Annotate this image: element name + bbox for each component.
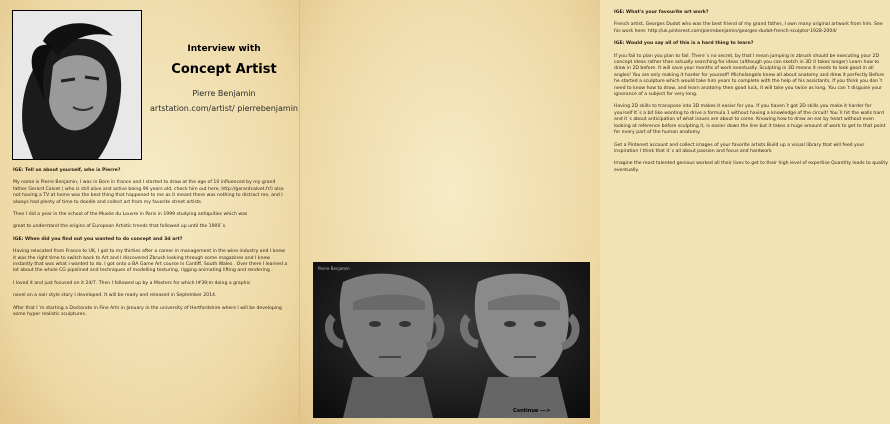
sculpture-render bbox=[313, 262, 590, 418]
left-article-text bbox=[13, 168, 289, 325]
answer-paragraph: novel on a noir style story I developed. It will be ready and released in September 2014. bbox=[13, 293, 217, 299]
portrait-illustration bbox=[13, 11, 141, 159]
interview-title: Interview with bbox=[187, 44, 261, 54]
concept-artist-heading: Concept Artist bbox=[171, 62, 277, 77]
sculpture-heads-illustration bbox=[313, 262, 590, 418]
answer-paragraph: My name is Pierre Benjamin, I was in Born in france and I started to draw at the age of 10 influenced by my grand father Gerard Calvet ( who is still alive and active being 90 years old, check him out here, http://gerardcalvet.fr/) also not having a TV at home was the best thing that happened to me as it meant there was nothing to distract me, and I always had plenty of time to doodle and collect art from my favorite street artists. bbox=[13, 180, 284, 205]
portrait-photo bbox=[12, 10, 142, 160]
answer-paragraph: Imagine the most talented genious worked all their lives to get to their high level of expertise Quantity leads to quality eventually. bbox=[614, 161, 888, 173]
answer-paragraph: Having relocated from France to UK, I got to my thirties after a career in management in the wine industry and I knew it was the right time to switch back to Art and I discovered Zbrush looking through some magazines and I knew instantly that was what I wanted to do. I got onto a BA Game Art course in Cardiff, South Wales . Over there I learned a lot about the whole CG pipelined and techniques of modelling texturing, rigging animating lifting and rendering . bbox=[13, 249, 288, 274]
question-heading: IGE: When did you find out you wanted to do concept and 3d art? bbox=[13, 236, 183, 242]
answer-paragraph: After that I´m starting a Doctorate in Fine Arts in January in the university of Hertfordshire where I will be developing some hyper realistic sculptures. bbox=[13, 305, 282, 318]
question-heading: IGE: Tell us about yourself, who is Pierre? bbox=[13, 168, 121, 173]
answer-paragraph: Having 2D skills to transpose into 3D makes it easier for you. If you haven´t got 2D skills you make it harder for yourself It´s a bit like wanting to drive a formula 1 without having a knowledge of the circuit! You´ll hit the walls hard and it´s about anticipation of what issues are about to come. Knowing how to draw an ear by heart without even looking at reference before sculpting it, is easier down the line but it takes a huge amount of work to get to that point for every part of the human anatomy. bbox=[614, 104, 886, 136]
artist-name: Pierre Benjamin bbox=[192, 89, 256, 98]
answer-paragraph: Then I did a year in the school of the Musée du Louvre in Paris in 1999 studying antiquities which was bbox=[13, 212, 248, 218]
answer-paragraph: I loved it and just focused on it 24/7. Then I followed up by a Masters for which I#39;m doing a graphic bbox=[13, 280, 251, 286]
continue-link[interactable]: Continue ---> bbox=[513, 408, 551, 414]
answer-paragraph: French artist, Georges Dudot who was the best friend of my grand father, I own many original artwork from him. See his work here: http://uk.pinterest.com/pierrebenjamin/georges-dudot-french-sculptor-1928-2004/ bbox=[614, 22, 883, 34]
left-page bbox=[0, 0, 300, 424]
answer-paragraph: Get a Pinterest account and collect images of your favorite artists Build up a visual library that will feed your inspiration I think that it´s all about passion and focus and hardwork bbox=[614, 142, 865, 154]
render-artist-label: Pierre Benjamin bbox=[318, 266, 350, 271]
question-heading: IGE: Would you say all of this is a hard thing to learn? bbox=[614, 41, 754, 47]
head-left bbox=[329, 274, 441, 418]
answer-paragraph: If you fail to plan you plan to fail. There´s no secret, by that I mean jumping in zbrush should be executing your 2D concept ideas rather than actually searching for ideas (although you can sketch in 3D it takes longer) Learn how to draw in 2D before. It will save your months of work eventually. Sculpting in 3D means it needs to look good in all angles! You are only making it harder for yourself! Michelangelo knew all about anatomy and drew it perfectly Before he started a sculpture which would take him years to complete with the help of his assistants, If you think you don´t need to know how to draw, and learn anatomy then good luck, it will take you twice as long. You can´t disguise your ignorance of a subject for very long. bbox=[614, 53, 885, 98]
title-block bbox=[150, 44, 298, 114]
question-heading: IGE: What's your favourite art work? bbox=[614, 10, 709, 15]
head-right bbox=[464, 274, 576, 418]
right-article-text bbox=[614, 10, 890, 180]
artstation-link[interactable]: artstation.com/artist/ pierrebenjamin bbox=[150, 104, 298, 113]
answer-paragraph: great to understand the origins of European Artistic trends that followed up until the 1900´s. bbox=[13, 224, 227, 230]
